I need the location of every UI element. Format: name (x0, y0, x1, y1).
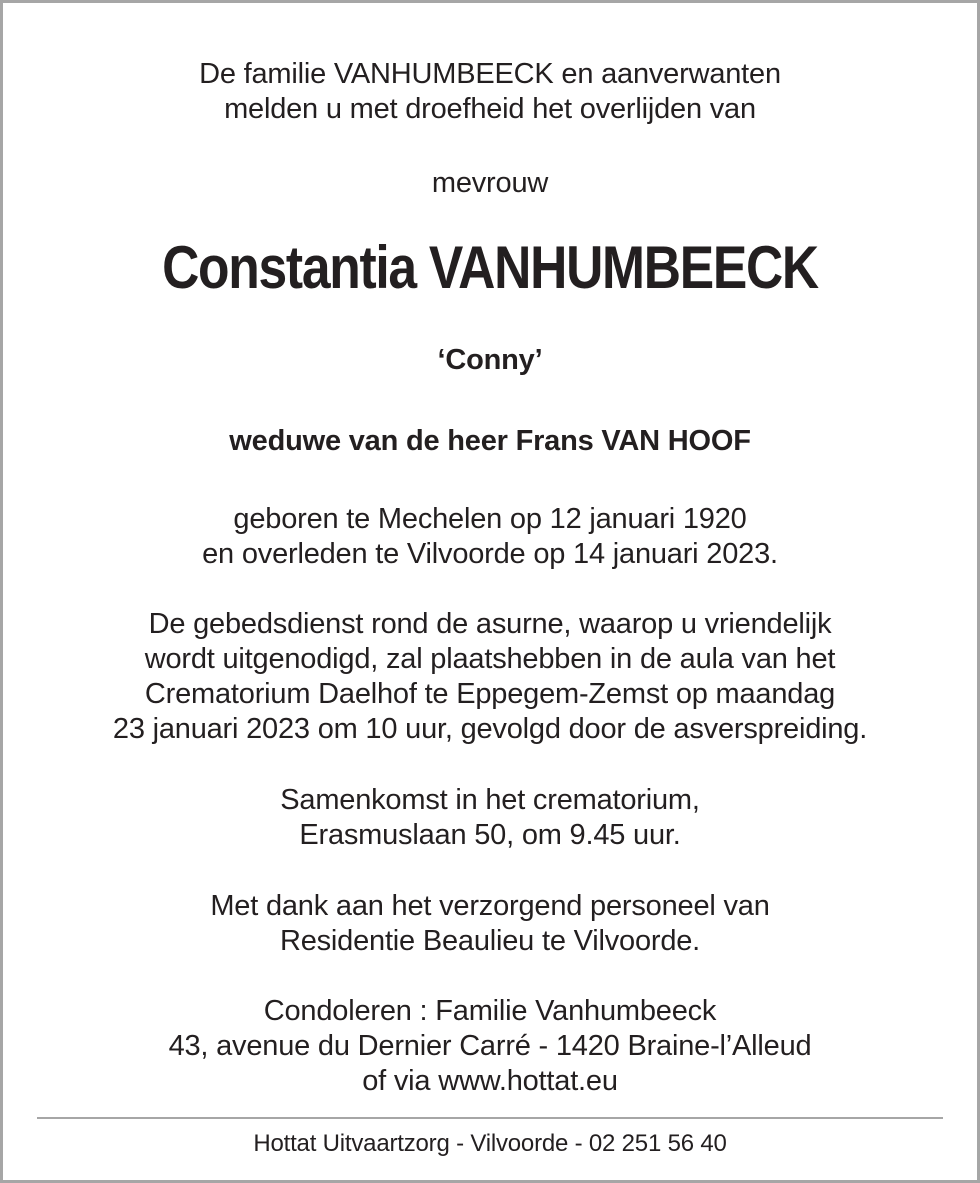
thanks-line-2: Residentie Beaulieu te Vilvoorde. (279, 925, 701, 957)
meeting-line-2: Erasmuslaan 50, om 9.45 uur. (299, 819, 681, 851)
condolences-website: of via www.hottat.eu (362, 1065, 618, 1097)
deceased-name: Constantia VANHUMBEECK (162, 234, 818, 301)
service-line-3: Crematorium Daelhof te Eppegem-Zemst op maandag (144, 678, 836, 710)
condolences-line-1: Condoleren : Familie Vanhumbeeck (263, 995, 717, 1027)
birth-line: geboren te Mechelen op 12 januari 1920 (233, 503, 747, 535)
service-line-1: De gebedsdienst rond de asurne, waarop u vriendelijk (148, 608, 832, 640)
condolences-address: 43, avenue du Dernier Carré - 1420 Braine-l’Alleud (168, 1030, 812, 1062)
death-line: en overleden te Vilvoorde op 14 januari 2023. (202, 538, 778, 570)
thanks-line-1: Met dank aan het verzorgend personeel van (210, 890, 770, 922)
honorific: mevrouw (431, 167, 549, 199)
service-line-2: wordt uitgenodigd, zal plaatshebben in de aula van het (144, 643, 836, 675)
intro-line-1: De familie VANHUMBEECK en aanverwanten (199, 58, 781, 90)
widow-of: weduwe van de heer Frans VAN HOOF (229, 425, 751, 457)
funeral-home-footer: Hottat Uitvaartzorg - Vilvoorde - 02 251 56 40 (253, 1130, 727, 1157)
intro-line-2: melden u met droefheid het overlijden van (224, 93, 756, 125)
service-line-4: 23 januari 2023 om 10 uur, gevolgd door de asverspreiding. (112, 713, 868, 745)
footer-divider (37, 1117, 943, 1119)
meeting-line-1: Samenkomst in het crematorium, (280, 784, 700, 816)
nickname: ‘Conny’ (437, 344, 543, 376)
